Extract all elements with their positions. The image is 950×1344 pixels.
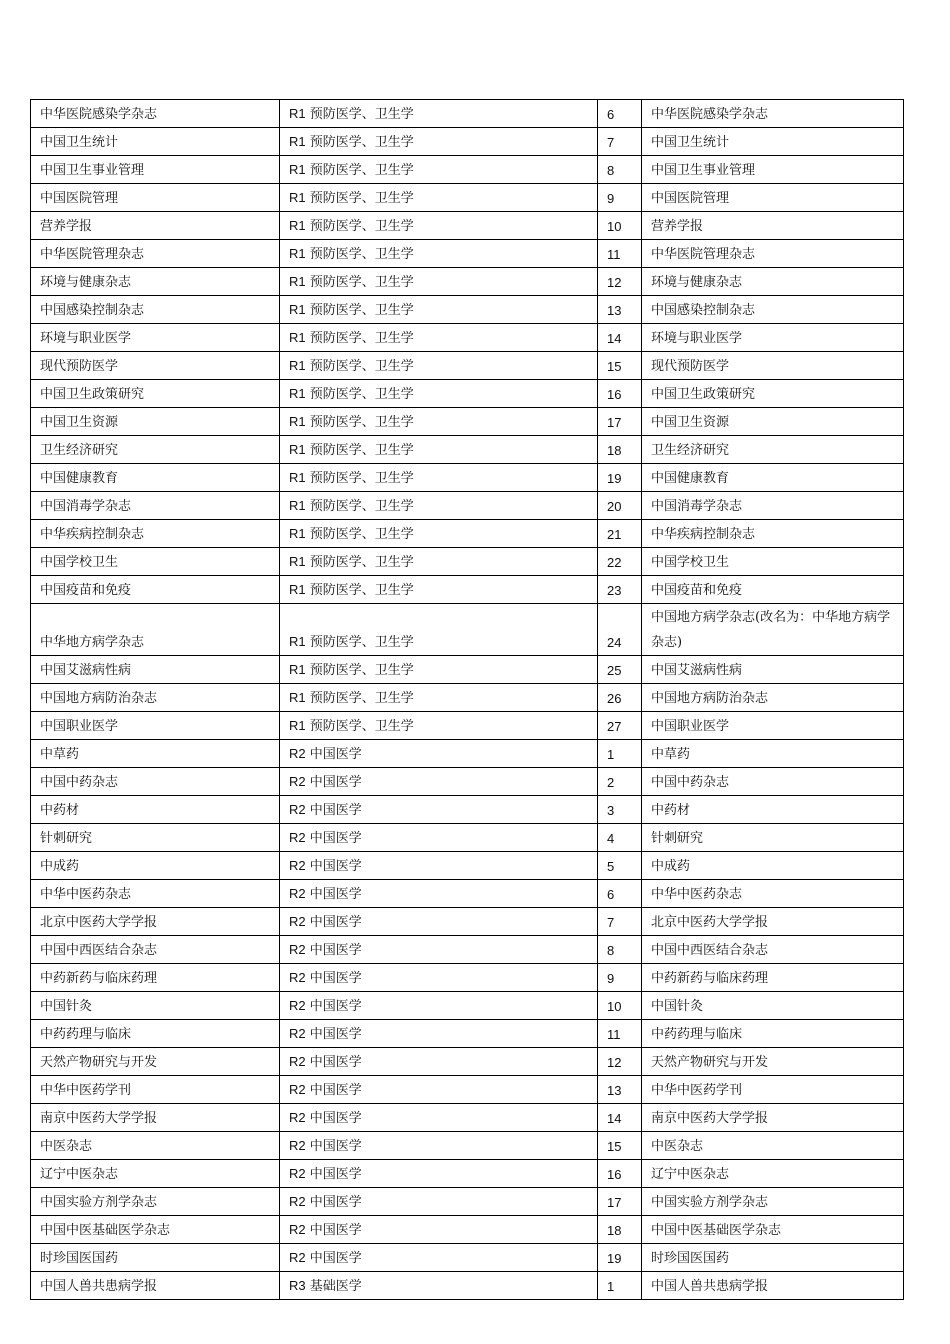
- category-code: R2: [289, 1250, 306, 1265]
- category-cell: [280, 408, 598, 436]
- journal-name-cell-2: 中国卫生资源: [642, 408, 904, 436]
- category-label: 中国医学: [309, 943, 362, 958]
- table-row: [31, 156, 904, 184]
- rank-cell: 27: [598, 712, 642, 740]
- category-code: R3: [289, 1278, 306, 1293]
- table-row: [31, 936, 904, 964]
- rank-cell: 16: [598, 1160, 642, 1188]
- category-label: 预防医学、卫生学: [309, 555, 414, 570]
- table-row: [31, 1188, 904, 1216]
- rank-cell: 20: [598, 492, 642, 520]
- category-code: R2: [289, 1166, 306, 1181]
- journal-name-cell: 中国卫生事业管理: [31, 156, 280, 184]
- category-cell: [280, 1216, 598, 1244]
- category-code: R1: [289, 246, 306, 261]
- journal-name-cell: 中国健康教育: [31, 464, 280, 492]
- journal-name-cell: 中国消毒学杂志: [31, 492, 280, 520]
- category-code: R2: [289, 1194, 306, 1209]
- category-cell: [280, 520, 598, 548]
- category-code: R2: [289, 1222, 306, 1237]
- journal-name-cell-2: 天然产物研究与开发: [642, 1048, 904, 1076]
- table-row: [31, 1076, 904, 1104]
- category-cell: [280, 880, 598, 908]
- journal-name-cell-2: 中国人兽共患病学报: [642, 1272, 904, 1300]
- table-row: [31, 492, 904, 520]
- table-row: [31, 604, 904, 656]
- journal-name-cell-2: 中国疫苗和免疫: [642, 576, 904, 604]
- category-cell: [280, 604, 598, 656]
- rank-cell: 21: [598, 520, 642, 548]
- journal-name-cell: 中国学校卫生: [31, 548, 280, 576]
- category-code: R1: [289, 690, 306, 705]
- category-label: 预防医学、卫生学: [309, 583, 414, 598]
- category-code: R2: [289, 1082, 306, 1097]
- category-code: R1: [289, 554, 306, 569]
- category-label: 预防医学、卫生学: [309, 359, 414, 374]
- table-row: [31, 880, 904, 908]
- category-label: 中国医学: [309, 1139, 362, 1154]
- journal-name-cell-2: 针刺研究: [642, 824, 904, 852]
- category-cell: [280, 1104, 598, 1132]
- rank-cell: 13: [598, 296, 642, 324]
- journal-name-cell: 中国感染控制杂志: [31, 296, 280, 324]
- category-label: 中国医学: [309, 1055, 362, 1070]
- journal-name-cell-2: 中华中医药学刊: [642, 1076, 904, 1104]
- rank-cell: 10: [598, 212, 642, 240]
- table-row: [31, 464, 904, 492]
- category-cell: [280, 1132, 598, 1160]
- journal-name-cell: 中成药: [31, 852, 280, 880]
- rank-cell: 3: [598, 796, 642, 824]
- journal-name-cell: 中国疫苗和免疫: [31, 576, 280, 604]
- journal-name-cell-2: 中国学校卫生: [642, 548, 904, 576]
- rank-cell: 19: [598, 464, 642, 492]
- journal-name-cell: 时珍国医国药: [31, 1244, 280, 1272]
- rank-cell: 19: [598, 1244, 642, 1272]
- category-code: R1: [289, 190, 306, 205]
- rank-cell: 15: [598, 1132, 642, 1160]
- category-label: 中国医学: [309, 859, 362, 874]
- category-label: 中国医学: [309, 747, 362, 762]
- rank-cell: 9: [598, 184, 642, 212]
- rank-cell: 11: [598, 240, 642, 268]
- category-cell: [280, 1160, 598, 1188]
- journal-name-cell: 中药新药与临床药理: [31, 964, 280, 992]
- table-row: [31, 656, 904, 684]
- journal-name-cell: 天然产物研究与开发: [31, 1048, 280, 1076]
- category-code: R2: [289, 830, 306, 845]
- journal-name-cell-2: 中华疾病控制杂志: [642, 520, 904, 548]
- category-cell: [280, 684, 598, 712]
- category-cell: [280, 1076, 598, 1104]
- category-cell: [280, 824, 598, 852]
- journal-name-cell: 北京中医药大学学报: [31, 908, 280, 936]
- journal-name-cell: 南京中医药大学学报: [31, 1104, 280, 1132]
- category-label: 中国医学: [309, 971, 362, 986]
- journal-name-cell: 中华疾病控制杂志: [31, 520, 280, 548]
- category-cell: [280, 908, 598, 936]
- journal-name-cell-2: 中国职业医学: [642, 712, 904, 740]
- table-row: [31, 1216, 904, 1244]
- table-row: [31, 100, 904, 128]
- category-code: R1: [289, 218, 306, 233]
- category-code: R2: [289, 1054, 306, 1069]
- journal-name-cell-2: 中国实验方剂学杂志: [642, 1188, 904, 1216]
- rank-cell: 12: [598, 268, 642, 296]
- category-code: R1: [289, 582, 306, 597]
- rank-cell: 23: [598, 576, 642, 604]
- rank-cell: 8: [598, 936, 642, 964]
- category-cell: [280, 352, 598, 380]
- rank-cell: 18: [598, 436, 642, 464]
- table-row: [31, 268, 904, 296]
- table-row: [31, 240, 904, 268]
- category-code: R2: [289, 858, 306, 873]
- journal-name-cell-2: 中成药: [642, 852, 904, 880]
- category-label: 中国医学: [309, 1083, 362, 1098]
- journal-name-cell-2: 营养学报: [642, 212, 904, 240]
- table-row: [31, 1244, 904, 1272]
- category-cell: [280, 936, 598, 964]
- journal-name-cell: 中华中医药杂志: [31, 880, 280, 908]
- table-row: [31, 740, 904, 768]
- category-label: 中国医学: [309, 803, 362, 818]
- journal-name-cell-2: 辽宁中医杂志: [642, 1160, 904, 1188]
- category-label: 预防医学、卫生学: [309, 527, 414, 542]
- category-label: 预防医学、卫生学: [309, 635, 414, 650]
- journal-name-cell: 中国实验方剂学杂志: [31, 1188, 280, 1216]
- category-label: 预防医学、卫生学: [309, 135, 414, 150]
- journal-name-cell: 环境与健康杂志: [31, 268, 280, 296]
- category-code: R1: [289, 662, 306, 677]
- journal-name-cell-2: 卫生经济研究: [642, 436, 904, 464]
- category-cell: [280, 436, 598, 464]
- journal-name-cell-2: 中药药理与临床: [642, 1020, 904, 1048]
- journal-name-cell: 中药药理与临床: [31, 1020, 280, 1048]
- category-label: 预防医学、卫生学: [309, 691, 414, 706]
- category-label: 中国医学: [309, 915, 362, 930]
- rank-cell: 5: [598, 852, 642, 880]
- rank-cell: 7: [598, 128, 642, 156]
- table-row: [31, 712, 904, 740]
- journal-name-cell: 中国地方病防治杂志: [31, 684, 280, 712]
- category-label: 预防医学、卫生学: [309, 191, 414, 206]
- rank-cell: 7: [598, 908, 642, 936]
- table-row: [31, 1160, 904, 1188]
- category-code: R2: [289, 802, 306, 817]
- category-code: R1: [289, 358, 306, 373]
- category-label: 中国医学: [309, 1251, 362, 1266]
- journal-name-cell: 中国卫生政策研究: [31, 380, 280, 408]
- category-cell: [280, 740, 598, 768]
- table-row: [31, 520, 904, 548]
- category-cell: [280, 324, 598, 352]
- rank-cell: 1: [598, 1272, 642, 1300]
- table-row: [31, 992, 904, 1020]
- category-code: R2: [289, 746, 306, 761]
- category-cell: [280, 768, 598, 796]
- category-code: R2: [289, 970, 306, 985]
- journal-name-cell: 中药材: [31, 796, 280, 824]
- journal-name-cell-2: 中国艾滋病性病: [642, 656, 904, 684]
- table-row: [31, 1020, 904, 1048]
- category-label: 预防医学、卫生学: [309, 663, 414, 678]
- journal-name-cell: 中草药: [31, 740, 280, 768]
- category-code: R1: [289, 526, 306, 541]
- category-cell: [280, 268, 598, 296]
- category-label: 中国医学: [309, 831, 362, 846]
- table-row: [31, 352, 904, 380]
- category-label: 预防医学、卫生学: [309, 219, 414, 234]
- category-cell: [280, 100, 598, 128]
- table-row: [31, 184, 904, 212]
- category-label: 预防医学、卫生学: [309, 443, 414, 458]
- journal-name-cell: 针刺研究: [31, 824, 280, 852]
- category-cell: [280, 464, 598, 492]
- journal-name-cell: 中国卫生统计: [31, 128, 280, 156]
- table-row: [31, 796, 904, 824]
- journal-name-cell-2: 中药新药与临床药理: [642, 964, 904, 992]
- table-row: [31, 212, 904, 240]
- category-cell: [280, 492, 598, 520]
- category-label: 预防医学、卫生学: [309, 415, 414, 430]
- category-code: R1: [289, 414, 306, 429]
- rank-cell: 4: [598, 824, 642, 852]
- table-row: [31, 908, 904, 936]
- journal-name-cell-2: 时珍国医国药: [642, 1244, 904, 1272]
- category-code: R1: [289, 134, 306, 149]
- category-cell: [280, 156, 598, 184]
- rank-cell: 8: [598, 156, 642, 184]
- rank-cell: 24: [598, 604, 642, 656]
- table-row: [31, 548, 904, 576]
- journal-name-cell: 营养学报: [31, 212, 280, 240]
- category-label: 预防医学、卫生学: [309, 247, 414, 262]
- journal-name-cell-2: 中国地方病学杂志(改名为：中华地方病学杂志): [642, 604, 904, 656]
- rank-cell: 14: [598, 1104, 642, 1132]
- table-row: [31, 408, 904, 436]
- journal-name-cell-2: 中国卫生统计: [642, 128, 904, 156]
- journal-name-cell: 中国人兽共患病学报: [31, 1272, 280, 1300]
- journal-name-cell: 中国中药杂志: [31, 768, 280, 796]
- category-label: 预防医学、卫生学: [309, 471, 414, 486]
- category-cell: [280, 1188, 598, 1216]
- journal-name-cell: 中国卫生资源: [31, 408, 280, 436]
- category-cell: [280, 1048, 598, 1076]
- rank-cell: 17: [598, 408, 642, 436]
- category-cell: [280, 1244, 598, 1272]
- category-code: R1: [289, 330, 306, 345]
- category-label: 预防医学、卫生学: [309, 107, 414, 122]
- rank-cell: 1: [598, 740, 642, 768]
- table-row: [31, 824, 904, 852]
- rank-cell: 26: [598, 684, 642, 712]
- table-row: [31, 768, 904, 796]
- category-cell: [280, 992, 598, 1020]
- document-page: [30, 99, 903, 1300]
- category-code: R2: [289, 942, 306, 957]
- category-cell: [280, 212, 598, 240]
- category-label: 中国医学: [309, 1167, 362, 1182]
- rank-cell: 6: [598, 100, 642, 128]
- journal-name-cell: 中国针灸: [31, 992, 280, 1020]
- journal-name-cell: 辽宁中医杂志: [31, 1160, 280, 1188]
- rank-cell: 16: [598, 380, 642, 408]
- category-label: 中国医学: [309, 1195, 362, 1210]
- rank-cell: 17: [598, 1188, 642, 1216]
- journal-name-cell-2: 中草药: [642, 740, 904, 768]
- journal-name-cell: 中华医院感染学杂志: [31, 100, 280, 128]
- category-label: 预防医学、卫生学: [309, 499, 414, 514]
- category-cell: [280, 296, 598, 324]
- journal-name-cell: 中国艾滋病性病: [31, 656, 280, 684]
- category-label: 中国医学: [309, 1111, 362, 1126]
- table-row: [31, 1272, 904, 1300]
- category-code: R1: [289, 106, 306, 121]
- rank-cell: 14: [598, 324, 642, 352]
- category-label: 预防医学、卫生学: [309, 719, 414, 734]
- category-cell: [280, 656, 598, 684]
- category-cell: [280, 380, 598, 408]
- journal-name-cell-2: 中国感染控制杂志: [642, 296, 904, 324]
- rank-cell: 22: [598, 548, 642, 576]
- table-row: [31, 852, 904, 880]
- table-row: [31, 324, 904, 352]
- journal-name-cell-2: 北京中医药大学学报: [642, 908, 904, 936]
- category-label: 中国医学: [309, 1223, 362, 1238]
- category-code: R2: [289, 998, 306, 1013]
- category-cell: [280, 1272, 598, 1300]
- journal-name-cell-2: 中国中药杂志: [642, 768, 904, 796]
- journal-name-cell-2: 环境与职业医学: [642, 324, 904, 352]
- journal-name-cell-2: 中国中西医结合杂志: [642, 936, 904, 964]
- table-row: [31, 964, 904, 992]
- category-label: 中国医学: [309, 775, 362, 790]
- journal-name-cell-2: 中国消毒学杂志: [642, 492, 904, 520]
- category-cell: [280, 240, 598, 268]
- journal-name-cell-2: 南京中医药大学学报: [642, 1104, 904, 1132]
- category-code: R1: [289, 634, 306, 649]
- category-cell: [280, 964, 598, 992]
- category-code: R1: [289, 274, 306, 289]
- journal-name-cell-2: 中国健康教育: [642, 464, 904, 492]
- category-code: R1: [289, 718, 306, 733]
- journal-name-cell-2: 中国卫生事业管理: [642, 156, 904, 184]
- category-code: R2: [289, 1110, 306, 1125]
- category-code: R1: [289, 386, 306, 401]
- rank-cell: 15: [598, 352, 642, 380]
- category-cell: [280, 712, 598, 740]
- table-row: [31, 436, 904, 464]
- rank-cell: 6: [598, 880, 642, 908]
- journal-name-cell-2: 中国地方病防治杂志: [642, 684, 904, 712]
- category-cell: [280, 576, 598, 604]
- table-row: [31, 1104, 904, 1132]
- journal-name-cell-2: 中华医院感染学杂志: [642, 100, 904, 128]
- journal-name-cell: 中华地方病学杂志: [31, 604, 280, 656]
- journal-name-cell: 中华中医药学刊: [31, 1076, 280, 1104]
- category-label: 预防医学、卫生学: [309, 275, 414, 290]
- journal-name-cell-2: 中国卫生政策研究: [642, 380, 904, 408]
- journal-name-cell-2: 中华中医药杂志: [642, 880, 904, 908]
- category-cell: [280, 548, 598, 576]
- category-cell: [280, 128, 598, 156]
- table-row: [31, 1132, 904, 1160]
- rank-cell: 11: [598, 1020, 642, 1048]
- journal-name-cell-2: 中华医院管理杂志: [642, 240, 904, 268]
- rank-cell: 12: [598, 1048, 642, 1076]
- journal-name-cell-2: 环境与健康杂志: [642, 268, 904, 296]
- category-label: 预防医学、卫生学: [309, 163, 414, 178]
- journal-name-cell-2: 中国医院管理: [642, 184, 904, 212]
- rank-cell: 10: [598, 992, 642, 1020]
- category-label: 中国医学: [309, 1027, 362, 1042]
- table-row: [31, 296, 904, 324]
- journal-name-cell-2: 中国中医基础医学杂志: [642, 1216, 904, 1244]
- category-code: R2: [289, 886, 306, 901]
- journal-name-cell: 现代预防医学: [31, 352, 280, 380]
- category-code: R1: [289, 498, 306, 513]
- journal-name-cell: 环境与职业医学: [31, 324, 280, 352]
- category-label: 预防医学、卫生学: [309, 303, 414, 318]
- rank-cell: 18: [598, 1216, 642, 1244]
- journal-name-cell: 中医杂志: [31, 1132, 280, 1160]
- journal-name-cell: 中国医院管理: [31, 184, 280, 212]
- category-label: 中国医学: [309, 999, 362, 1014]
- journal-name-cell: 卫生经济研究: [31, 436, 280, 464]
- category-cell: [280, 852, 598, 880]
- category-code: R2: [289, 1138, 306, 1153]
- journal-name-cell-2: 中国针灸: [642, 992, 904, 1020]
- rank-cell: 2: [598, 768, 642, 796]
- category-code: R2: [289, 914, 306, 929]
- rank-cell: 13: [598, 1076, 642, 1104]
- category-label: 中国医学: [309, 887, 362, 902]
- category-code: R1: [289, 442, 306, 457]
- category-code: R1: [289, 470, 306, 485]
- journal-name-cell: 中国中医基础医学杂志: [31, 1216, 280, 1244]
- category-cell: [280, 1020, 598, 1048]
- table-row: [31, 576, 904, 604]
- category-label: 基础医学: [309, 1279, 362, 1294]
- journal-name-cell-2: 中药材: [642, 796, 904, 824]
- journal-name-cell: 中国职业医学: [31, 712, 280, 740]
- category-label: 预防医学、卫生学: [309, 387, 414, 402]
- table-row: [31, 128, 904, 156]
- category-label: 预防医学、卫生学: [309, 331, 414, 346]
- category-cell: [280, 184, 598, 212]
- category-code: R2: [289, 774, 306, 789]
- journal-table: [30, 99, 904, 1300]
- journal-name-cell: 中华医院管理杂志: [31, 240, 280, 268]
- journal-name-cell: 中国中西医结合杂志: [31, 936, 280, 964]
- category-code: R1: [289, 302, 306, 317]
- table-row: [31, 380, 904, 408]
- journal-name-cell-2: 现代预防医学: [642, 352, 904, 380]
- journal-name-cell-2: 中医杂志: [642, 1132, 904, 1160]
- table-row: [31, 684, 904, 712]
- category-cell: [280, 796, 598, 824]
- category-code: R1: [289, 162, 306, 177]
- rank-cell: 9: [598, 964, 642, 992]
- rank-cell: 25: [598, 656, 642, 684]
- category-code: R2: [289, 1026, 306, 1041]
- table-body: [31, 100, 904, 1300]
- table-row: [31, 1048, 904, 1076]
